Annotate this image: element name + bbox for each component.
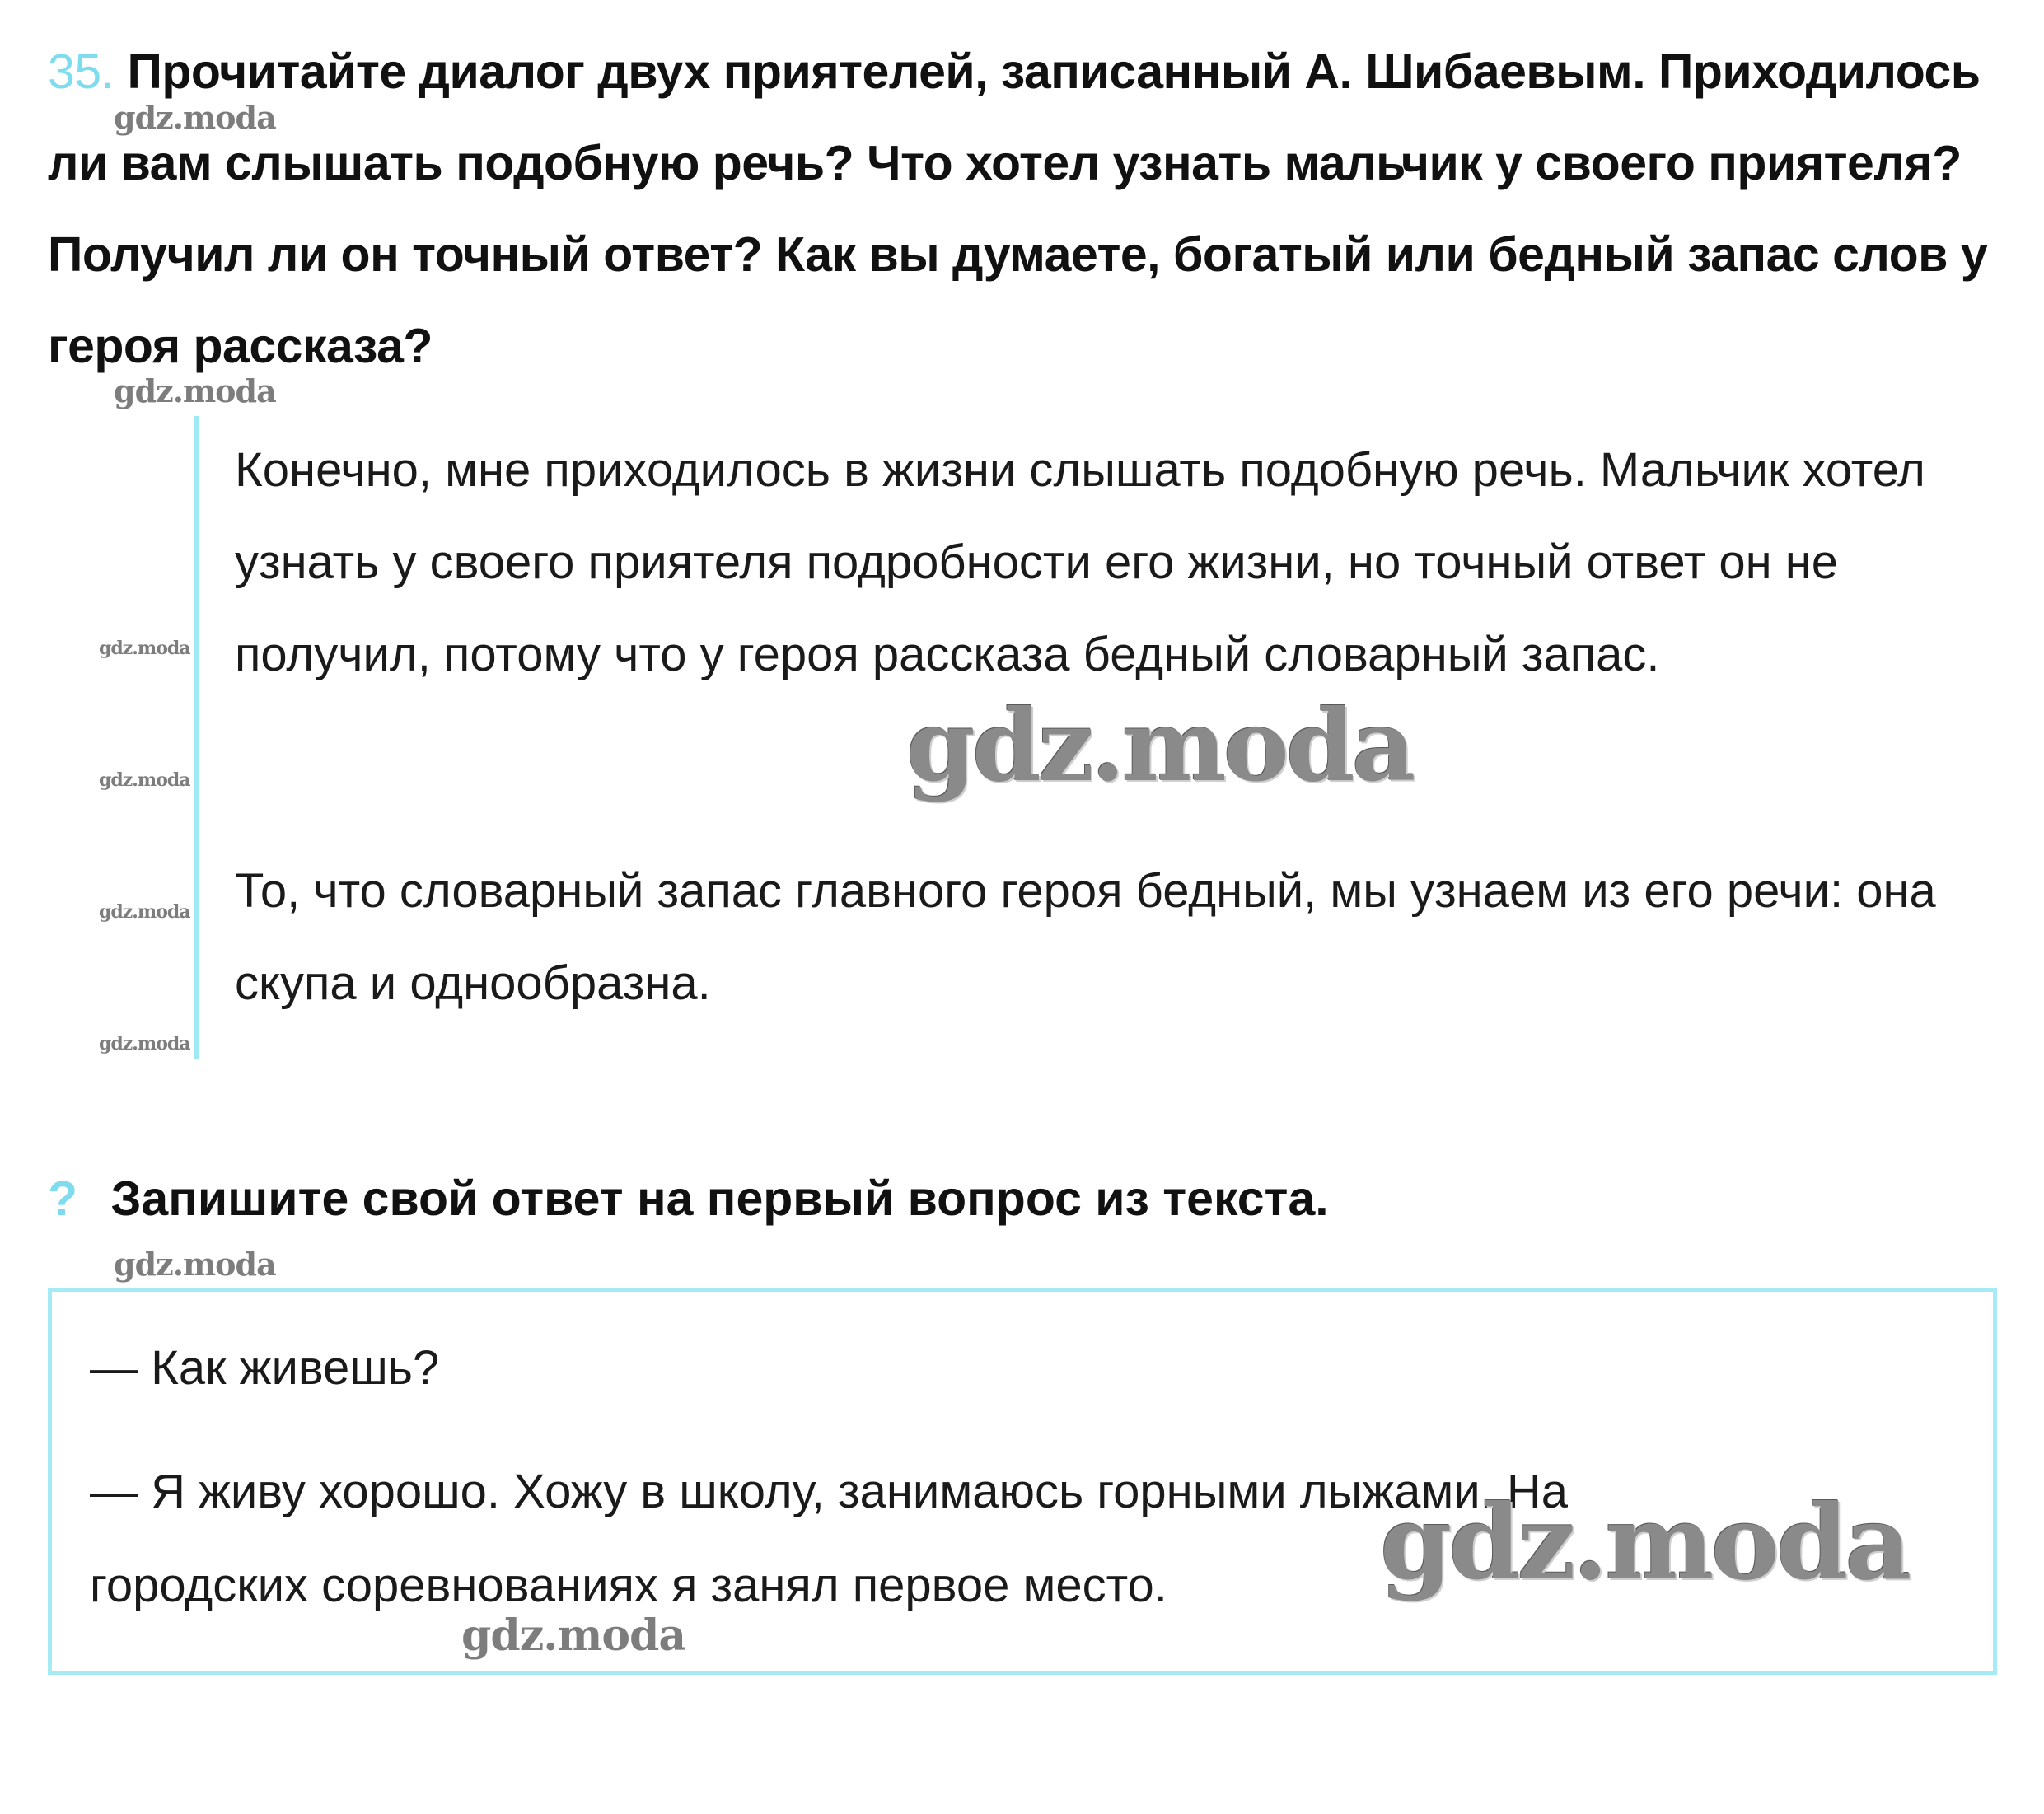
watermark: gdz.moda: [99, 901, 190, 923]
question-text: Запишите свой ответ на первый вопрос из текста.: [110, 1171, 1329, 1226]
watermark: gdz.moda: [1380, 1483, 1909, 1603]
task-number: 35.: [48, 44, 115, 99]
question-mark-icon: ?: [48, 1171, 78, 1226]
watermark: gdz.moda: [99, 1033, 190, 1054]
response-line-1: — Как живешь?: [90, 1341, 440, 1395]
response-line-3: городских соревнованиях я занял первое место.: [90, 1559, 1167, 1612]
watermark: gdz.moda: [461, 1611, 686, 1661]
answer-paragraph-2: То, что словарный запас главного героя бедный, мы узнаем из его речи: она скупа и однообразна.: [235, 864, 1936, 1010]
watermark: gdz.moda: [114, 372, 276, 409]
watermark: gdz.moda: [99, 638, 190, 659]
watermark: gdz.moda: [114, 1246, 276, 1283]
watermark: gdz.moda: [906, 688, 1413, 804]
response-line-2: — Я живу хорошо. Хожу в школу, занимаюсь горными лыжами. На: [90, 1465, 1569, 1518]
answer-bar: [194, 416, 199, 1059]
watermark: gdz.moda: [114, 99, 276, 136]
question-line: [48, 1162, 1943, 1236]
response-box: [48, 1288, 1997, 1675]
task-text: [48, 26, 2009, 392]
answer-paragraph-1: Конечно, мне приходилось в жизни слышать подобную речь. Мальчик хотел узнать у своего приятеля подробности его жизни, но точный ответ он не получил, потому что у героя рассказа бедный словарный запас.: [235, 443, 1925, 681]
watermark: gdz.moda: [99, 769, 190, 791]
task-question: Прочитайте диалог двух приятелей, записанный А. Шибаевым. Приходилось ли вам слышать подобную речь? Что хотел узнать мальчик у своего приятеля? Получил ли он точный ответ? Как вы думаете, богатый или бедный запас слов у героя рассказа?: [48, 44, 1988, 373]
